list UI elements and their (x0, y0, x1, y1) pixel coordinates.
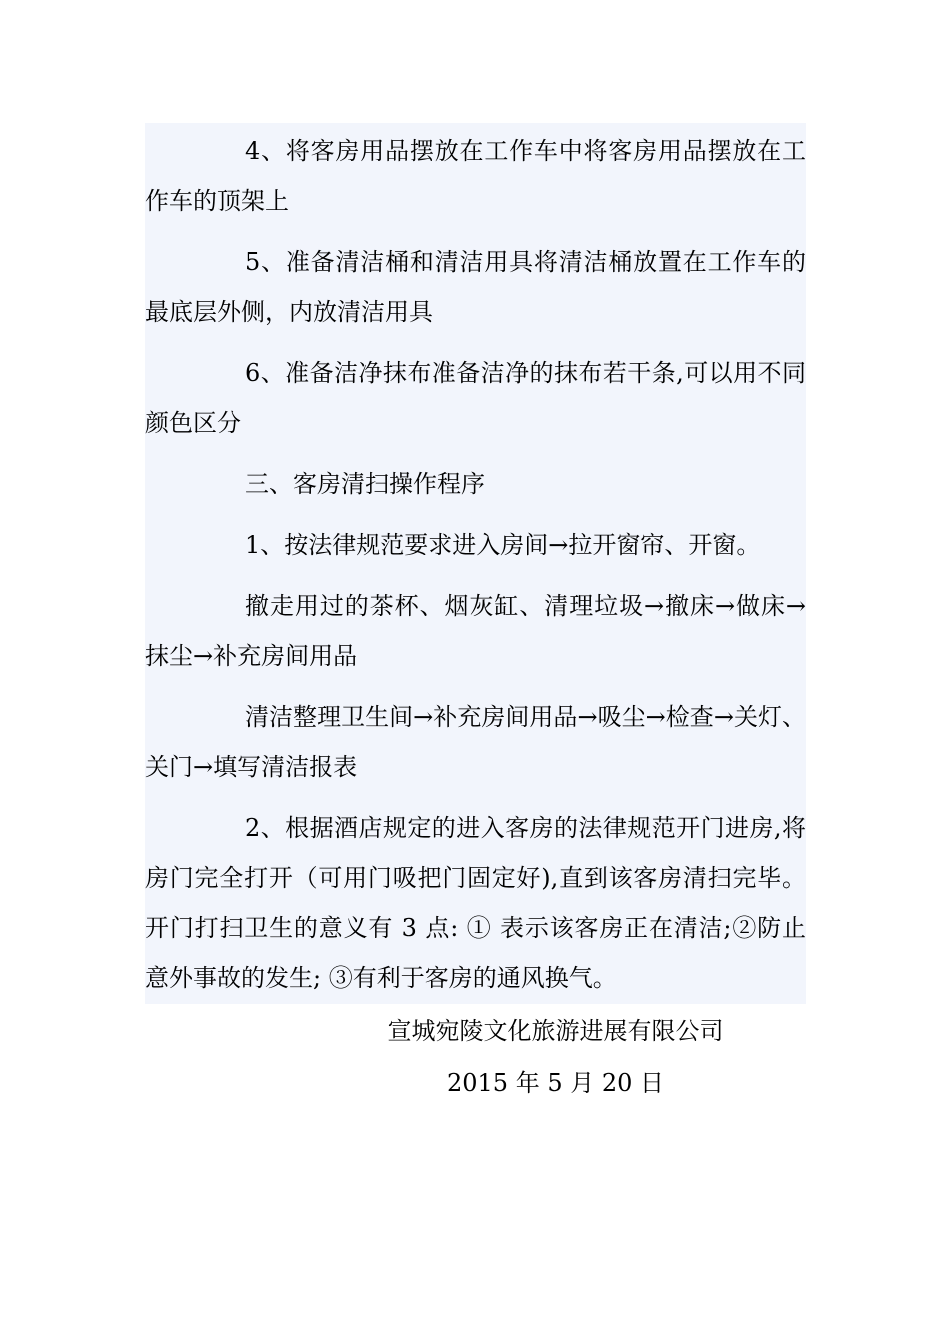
procedure-step-2: 2、根据酒店规定的进入客房的法律规范开门进房,将房门完全打开（可用门吸把门固定好),直到该客房清扫完毕。开门打扫卫生的意义有 3 点: ① 表示该客房正在清洁;②防止意外事故的发生; ③有利于客房的通风换气。 (145, 814, 806, 992)
section-heading: 三、客房清扫操作程序 (245, 470, 485, 498)
procedure-step-1: 1、按法律规范要求进入房间→拉开窗帘、开窗。 (245, 531, 761, 559)
paragraph-item-5: 5、准备清洁桶和清洁用具将清洁桶放置在工作车的最底层外侧，内放清洁用具 (145, 248, 806, 326)
procedure-step-1-detail-b: 清洁整理卫生间→补充房间用品→吸尘→检查→关灯、关门→填写清洁报表 (145, 703, 806, 781)
document-body (145, 126, 806, 1014)
procedure-step-1-detail-a: 撤走用过的茶杯、烟灰缸、清理垃圾→撤床→做床→抹尘→补充房间用品 (145, 592, 806, 670)
paragraph-item-6: 6、准备洁净抹布准备洁净的抹布若干条,可以用不同颜色区分 (145, 359, 806, 437)
company-name: 宣城宛陵文化旅游进展有限公司 (387, 1017, 724, 1045)
paragraph-item-4: 4、将客房用品摆放在工作车中将客房用品摆放在工作车的顶架上 (145, 137, 806, 215)
document-date: 2015 年 5 月 20 日 (446, 1069, 665, 1097)
